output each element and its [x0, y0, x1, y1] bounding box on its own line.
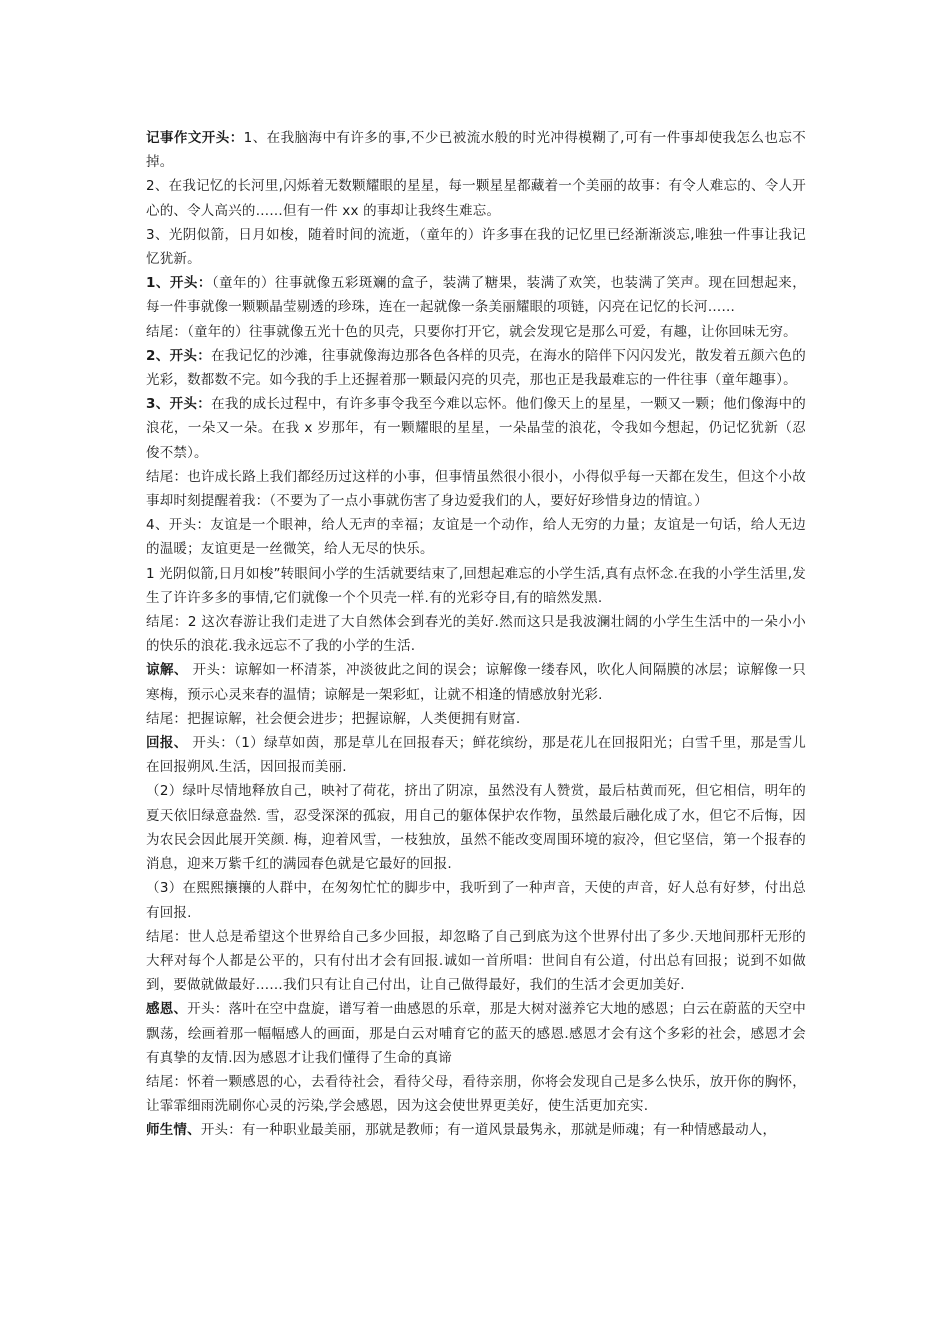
- paragraph-0: [146, 126, 806, 174]
- section-heading-6: 回报、: [146, 735, 188, 752]
- section-heading-3: 2、开头：: [146, 347, 212, 364]
- paragraph-5-text: 在我记忆的沙滩，往事就像海边那各色各样的贝壳，在海水的陪伴下闪闪发光，散发着五颜六色的光彩，数都数不完。如今我的手上还握着那一颗最闪亮的贝壳，那也正是我最难忘的一件往事（童年趣事）。: [146, 347, 806, 389]
- paragraph-1-text: 2、在我记忆的长河里,闪烁着无数颗耀眼的星星，每一颗星星都藏着一个美丽的故事：有令人难忘的、令人开心的、令人高兴的……但有一件 xx 的事却让我终生难忘。: [146, 178, 806, 219]
- paragraph-12-text: 结尾：把握谅解，社会便会进步；把握谅解，人类便拥有财富.: [146, 710, 521, 727]
- paragraph-17-text: 开头：落叶在空中盘旋，谱写着一曲感恩的乐章，那是大树对滋养它大地的感恩；白云在蔚蓝的天空中飘荡，绘画着那一幅幅感人的画面，那是白云对哺育它的蓝天的感恩.感恩才会有这个多彩的社会，感恩才会有真挚的友情.因为感恩才让我们懂得了生命的真谛: [146, 1001, 807, 1066]
- paragraph-11-text: 开头：谅解如一杯清茶，冲淡彼此之间的误会；谅解像一缕春风，吹化人间隔膜的冰层；谅解像一只寒梅，预示心灵来春的温情；谅解是一架彩虹，让就不相逢的情感放射光彩.: [146, 662, 806, 703]
- paragraph-1: [146, 174, 806, 222]
- paragraph-0-text: 1、在我脑海中有许多的事,不少已被流水般的时光冲得模糊了,可有一件事却使我怎么也忘不掉。: [146, 130, 806, 171]
- paragraph-8-text: 4、开头：友谊是一个眼神，给人无声的幸福；友谊是一个动作，给人无穷的力量；友谊是一句话，给人无边的温暖；友谊更是一丝微笑，给人无尽的快乐。: [146, 517, 806, 558]
- paragraph-17: [146, 997, 806, 1070]
- paragraph-16: [146, 925, 806, 998]
- paragraph-4-text: 结尾：（童年的）往事就像五光十色的贝壳，只要你打开它，就会发现它是那么可爱，有趣，让你回味无穷。: [146, 323, 797, 340]
- paragraph-14: [146, 779, 806, 876]
- paragraph-18-text: 结尾：怀着一颗感恩的心，去看待社会，看待父母，看待亲朋，你将会发现自己是多么快乐，放开你的胸怀，让霏霏细雨洗刷你心灵的污染,学会感恩，因为这会使世界更美好，使生活更加充实.: [146, 1073, 806, 1115]
- paragraph-12: [146, 707, 806, 731]
- paragraph-2: [146, 223, 806, 271]
- paragraph-10: [146, 610, 806, 658]
- paragraph-16-text: 结尾：世人总是希望这个世界给自己多少回报，却忽略了自己到底为这个世界付出了多少.天地间那杆无形的大秤对每个人都是公平的，只有付出才会有回报.诚如一首所唱：世间自有公道，付出总有回报；说到不如做到，要做就做最好……我们只有让自己付出，让自己做得最好，我们的生活才会更加美好.: [146, 928, 806, 994]
- section-heading-1: 记事作文开头：: [146, 130, 244, 146]
- section-heading-2: 1、开头：: [146, 275, 212, 292]
- paragraph-9: [146, 562, 806, 610]
- paragraph-9-text: 1 光阴似箭,日月如梭”转眼间小学的生活就要结束了,回想起难忘的小学生活,真有点怀念.在我的小学生活里,发生了许许多多的事情,它们就像一个个贝壳一样.有的光彩夺目,有的暗然发黑.: [146, 565, 806, 606]
- paragraph-3: [146, 271, 806, 319]
- paragraph-7-text: 结尾：也许成长路上我们都经历过这样的小事，但事情虽然很小很小，小得似乎每一天都在发生，但这个小故事却时刻提醒着我：（不要为了一点小事就伤害了身边爱我们的人，要好好珍惜身边的情谊。）: [146, 468, 806, 510]
- paragraph-3-text: （童年的）往事就像五彩斑斓的盒子，装满了糖果，装满了欢笑，也装满了笑声。现在回想起来，每一件事就像一颗颗晶莹剔透的珍珠，连在一起就像一条美丽耀眼的项链，闪亮在记忆的长河……: [146, 275, 806, 316]
- section-heading-8: 师生情、: [146, 1122, 201, 1139]
- paragraph-7: [146, 465, 806, 513]
- paragraph-6-text: 在我的成长过程中，有许多事令我至今难以忘怀。他们像天上的星星，一颗又一颗；他们像海中的浪花，一朵又一朵。在我 x 岁那年，有一颗耀眼的星星，一朵晶莹的浪花，令我如今想起，仍记忆犹新（忍俊不禁）。: [146, 396, 806, 461]
- section-heading-4: 3、开头：: [146, 396, 212, 413]
- document-body: [146, 126, 806, 1143]
- paragraph-8: [146, 513, 806, 561]
- section-heading-5: 谅解、: [146, 662, 188, 679]
- paragraph-5: [146, 344, 806, 392]
- paragraph-10-text: 结尾：2 这次春游让我们走进了大自然体会到春光的美好.然而这只是我波澜壮阔的小学生生活中的一朵小小的快乐的浪花.我永远忘不了我的小学的生活.: [146, 614, 806, 655]
- paragraph-2-text: 3、光阴似箭，日月如梭，随着时间的流逝，（童年的）许多事在我的记忆里已经渐渐淡忘,唯独一件事让我记忆犹新。: [146, 226, 806, 268]
- paragraph-14-text: （2）绿叶尽情地释放自己，映衬了荷花，挤出了阴凉，虽然没有人赞赏，最后枯黄而死，但它相信，明年的夏天依旧绿意盎然. 雪，忍受深深的孤寂，用自己的躯体保护农作物，虽然最后融化成了水，但它不后悔，因为农民会因此展开笑颜. 梅，迎着风雪，一枝独放，虽然不能改变周围环境的寂冷，但它坚信，第一个报春的消息，迎来万紫千红的满园春色就是它最好的回报.: [146, 783, 806, 873]
- paragraph-4: [146, 320, 806, 344]
- paragraph-11: [146, 658, 806, 706]
- paragraph-13: [146, 731, 806, 779]
- paragraph-15-text: （3）在熙熙攘攘的人群中，在匆匆忙忙的脚步中，我听到了一种声音，天使的声音，好人总有好梦，付出总有回报.: [146, 880, 806, 921]
- paragraph-18: [146, 1070, 806, 1118]
- section-heading-7: 感恩、: [146, 1001, 188, 1018]
- paragraph-6: [146, 392, 806, 465]
- paragraph-19: [146, 1118, 806, 1142]
- paragraph-15: [146, 876, 806, 924]
- paragraph-13-text: 开头：（1）绿草如茵，那是草儿在回报春天；鲜花缤纷，那是花儿在回报阳光；白雪千里，那是雪儿在回报朔风.生活，因回报而美丽.: [146, 735, 806, 776]
- paragraph-19-text: 开头：有一种职业最美丽，那就是教师；有一道风景最隽永，那就是师魂；有一种情感最动人，: [200, 1122, 777, 1139]
